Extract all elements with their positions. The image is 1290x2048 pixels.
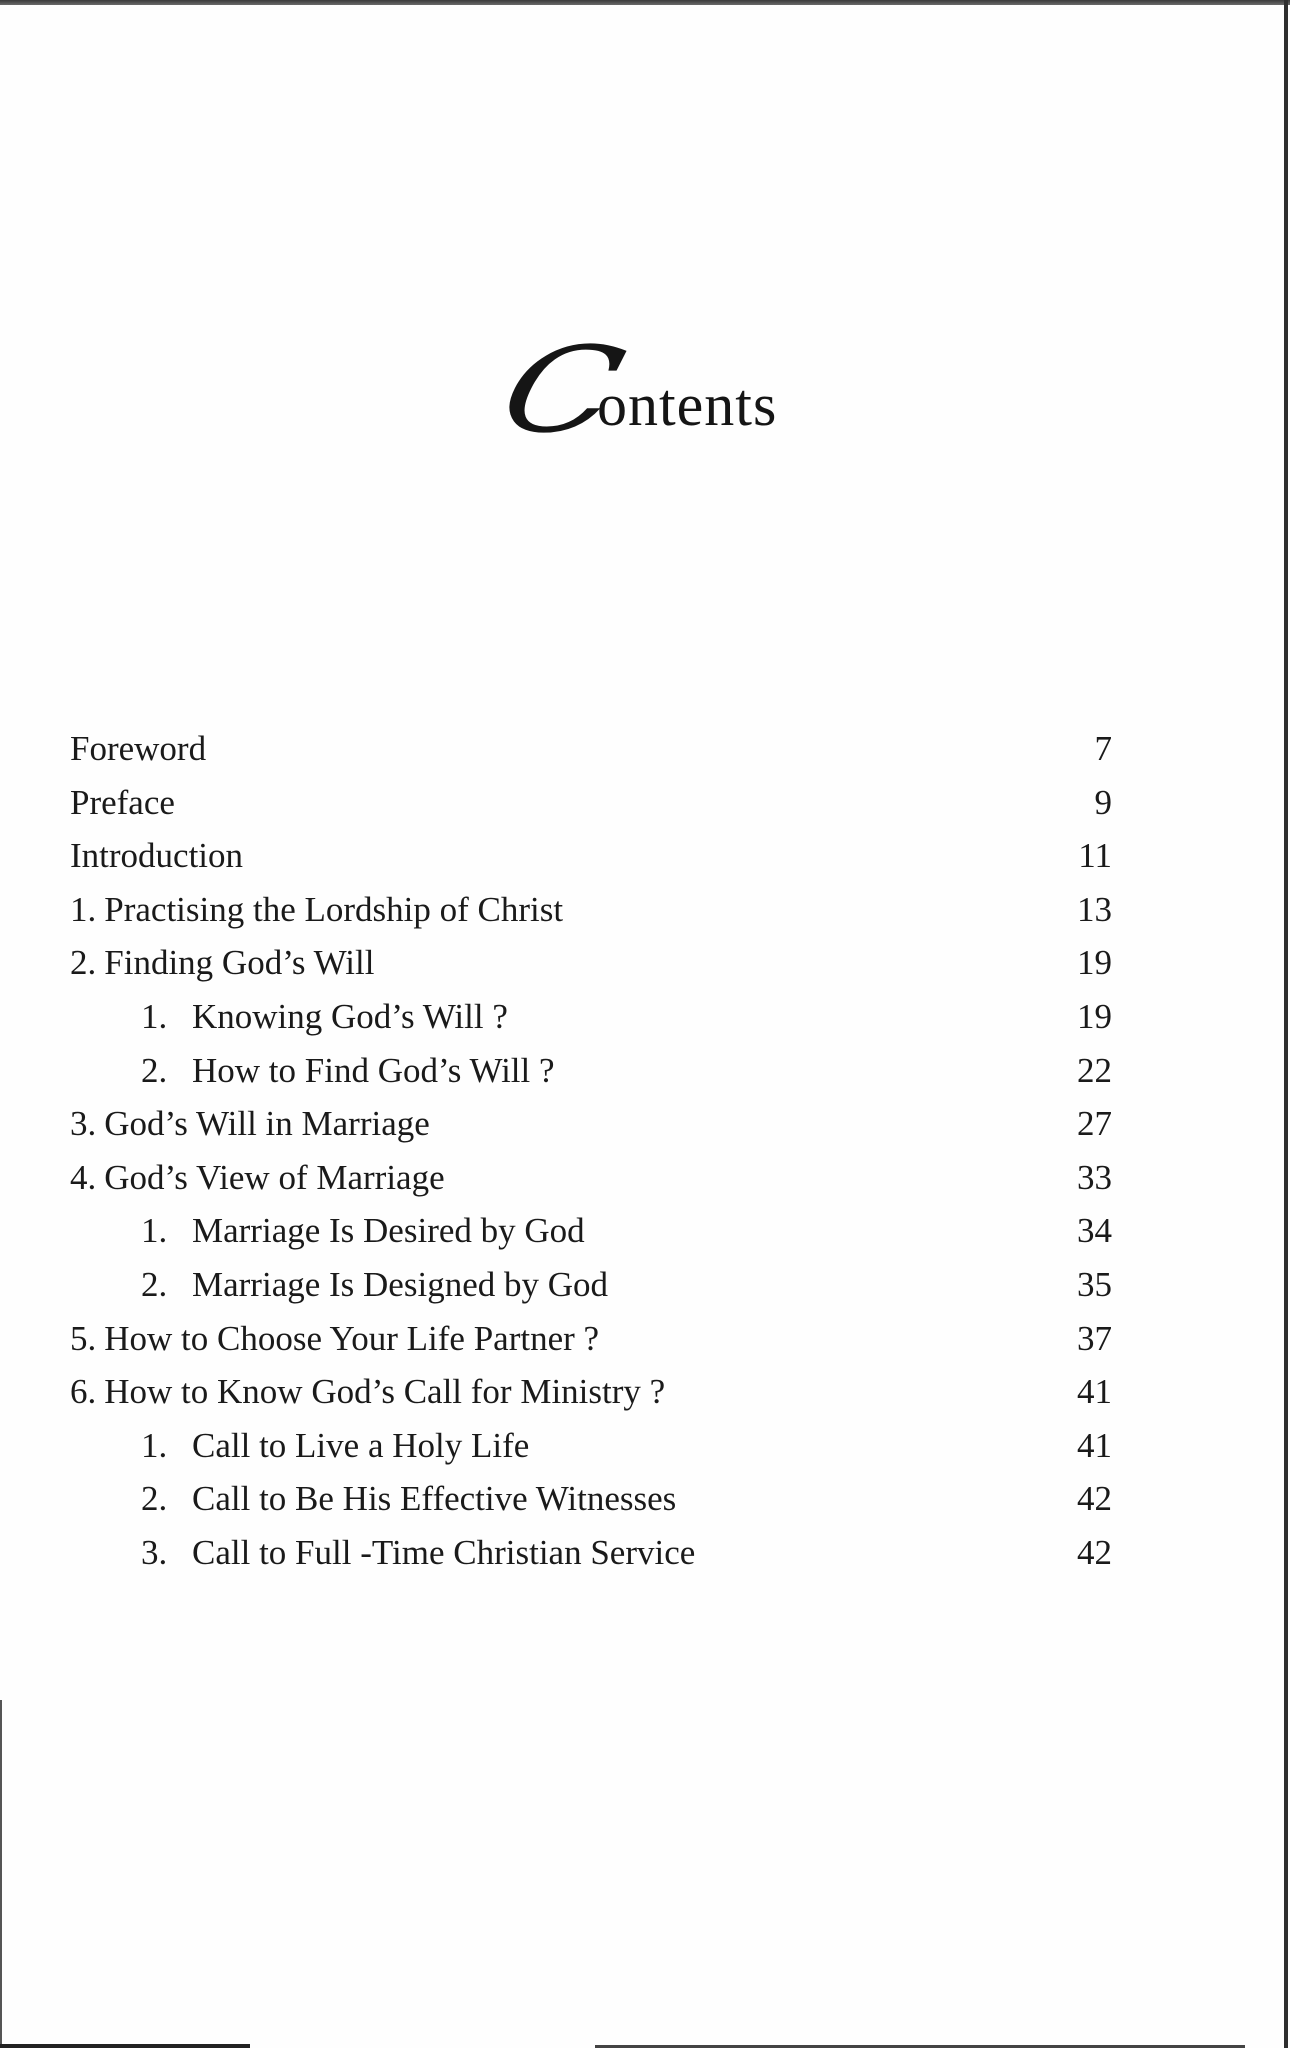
- toc-page-number: 13: [1077, 889, 1112, 929]
- toc-entry-chapter-1[interactable]: [70, 883, 1110, 937]
- title-text: ontents: [596, 372, 778, 438]
- toc-entry-foreword[interactable]: [70, 722, 1110, 776]
- toc-page-number: 7: [1094, 729, 1112, 768]
- toc-page-number: 42: [1077, 1479, 1112, 1519]
- toc-page-number: 35: [1077, 1264, 1112, 1304]
- toc-subentry-label: Marriage Is Designed by God: [192, 1264, 609, 1304]
- toc-page-number: 41: [1077, 1425, 1112, 1465]
- toc-subentry-number: 1.: [141, 996, 168, 1036]
- toc-entry-chapter-5[interactable]: [70, 1312, 1110, 1366]
- toc-subentry-label: Marriage Is Desired by God: [192, 1211, 585, 1251]
- toc-entry-label: Introduction: [70, 836, 244, 876]
- toc-subentry-number: 1.: [141, 1425, 168, 1465]
- toc-entry-chapter-4[interactable]: [70, 1151, 1110, 1205]
- toc-subentry[interactable]: [70, 1472, 1110, 1526]
- title-initial-letter: C: [487, 321, 637, 459]
- toc-page-number: 37: [1077, 1318, 1112, 1358]
- page-edge-top: [0, 0, 1290, 5]
- toc-subentry-label: Call to Full -Time Christian Service: [192, 1532, 696, 1572]
- toc-page-number: 42: [1077, 1532, 1112, 1572]
- toc-subentry[interactable]: [70, 1044, 1110, 1098]
- toc-entry-label: How to Know God’s Call for Ministry ?: [104, 1372, 666, 1412]
- page-edge-left: [0, 1700, 2, 2048]
- toc-subentry-label: Knowing God’s Will ?: [192, 996, 508, 1036]
- toc-page-number: 19: [1077, 996, 1112, 1036]
- toc-entry-label: How to Choose Your Life Partner ?: [104, 1318, 600, 1358]
- toc-page-number: 22: [1077, 1050, 1112, 1090]
- toc-page-number: 19: [1077, 943, 1112, 983]
- toc-page-number: 33: [1077, 1157, 1112, 1197]
- toc-page-number: 27: [1077, 1104, 1112, 1144]
- page-title: [0, 321, 1290, 465]
- toc-entry-number: 3.: [70, 1104, 97, 1144]
- toc-subentry[interactable]: [70, 1526, 1110, 1580]
- toc-page-number: 11: [1078, 836, 1112, 876]
- toc-subentry-label: How to Find God’s Will ?: [192, 1050, 555, 1090]
- toc-entry-number: 6.: [70, 1372, 97, 1412]
- toc-page-number: 9: [1094, 782, 1112, 822]
- toc-page-number: 41: [1077, 1372, 1112, 1412]
- toc-page-number: 34: [1077, 1211, 1112, 1251]
- toc-entry-chapter-2[interactable]: [70, 936, 1110, 990]
- toc-subentry[interactable]: [70, 1258, 1110, 1312]
- toc-entry-label: God’s Will in Marriage: [104, 1104, 430, 1144]
- toc-subentry[interactable]: [70, 1204, 1110, 1258]
- toc-entry-label: Foreword: [70, 729, 207, 768]
- toc-entry-preface[interactable]: [70, 776, 1110, 830]
- table-of-contents: [70, 722, 1110, 1580]
- toc-entry-chapter-3[interactable]: [70, 1097, 1110, 1151]
- toc-subentry-number: 2.: [141, 1050, 168, 1090]
- toc-entry-number: 5.: [70, 1318, 97, 1358]
- toc-subentry-number: 1.: [141, 1211, 168, 1251]
- toc-subentry-number: 3.: [141, 1532, 168, 1572]
- toc-entry-label: God’s View of Marriage: [104, 1157, 445, 1197]
- toc-subentry-number: 2.: [141, 1264, 168, 1304]
- toc-subentry-label: Call to Be His Effective Witnesses: [192, 1479, 677, 1519]
- toc-entry-label: Practising the Lordship of Christ: [104, 889, 564, 929]
- toc-subentry-number: 2.: [141, 1479, 168, 1519]
- toc-subentry-label: Call to Live a Holy Life: [192, 1425, 530, 1465]
- toc-subentry[interactable]: [70, 1419, 1110, 1473]
- toc-entry-number: 4.: [70, 1157, 97, 1197]
- toc-subentry[interactable]: [70, 990, 1110, 1044]
- toc-entry-label: Finding God’s Will: [104, 943, 375, 983]
- toc-entry-chapter-6[interactable]: [70, 1365, 1110, 1419]
- toc-entry-number: 1.: [70, 889, 97, 929]
- toc-entry-introduction[interactable]: [70, 829, 1110, 883]
- toc-entry-number: 2.: [70, 943, 97, 983]
- toc-entry-label: Preface: [70, 782, 175, 822]
- page-edge-right: [1284, 0, 1288, 2048]
- page-edge-bottom: [0, 2044, 250, 2048]
